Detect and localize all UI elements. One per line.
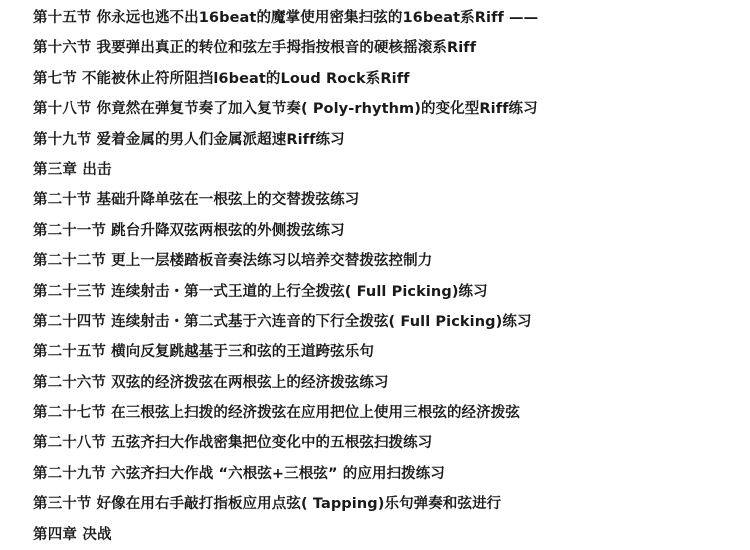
toc-section-entry: 第三十节 好像在用右手敲打指板应用点弦( Tapping)乐句弹奏和弦进行 bbox=[33, 496, 502, 513]
toc-section-entry: 第二十八节 五弦齐扫大作战密集把位变化中的五根弦扫拨练习 bbox=[33, 435, 433, 452]
toc-section-entry: 第二十节 基础升降单弦在一根弦上的交替拨弦练习 bbox=[33, 192, 360, 209]
toc-chapter-heading: 第四章 决战 bbox=[33, 526, 112, 543]
toc-chapter-heading: 第三章 出击 bbox=[33, 161, 112, 178]
toc-section-entry: 第十八节 你竟然在弹复节奏了加入复节奏( Poly-rhythm)的变化型Riff练习 bbox=[33, 101, 538, 118]
toc-section-entry: 第七节 不能被休止符所阻挡l6beat的Loud Rock系Riff bbox=[33, 70, 410, 87]
toc-section-entry: 第二十六节 双弦的经济拨弦在两根弦上的经济拨弦练习 bbox=[33, 374, 389, 391]
toc-section-entry: 第十九节 爱着金属的男人们金属派超速Riff练习 bbox=[33, 131, 345, 148]
table-of-contents bbox=[33, 3, 538, 550]
toc-section-entry: 第十五节 你永远也逃不出16beat的魔掌使用密集扫弦的16beat系Riff —— bbox=[33, 10, 539, 26]
toc-section-entry: 第二十四节 连续射击・第二式基于六连音的下行全拨弦( Full Picking)练习 bbox=[33, 313, 532, 330]
toc-section-entry: 第二十二节 更上一层楼踏板音奏法练习以培养交替拨弦控制力 bbox=[33, 253, 433, 270]
toc-section-entry: 第二十一节 跳台升降双弦两根弦的外侧拨弦练习 bbox=[33, 222, 345, 239]
toc-section-entry: 第二十七节 在三根弦上扫拨的经济拨弦在应用把位上使用三根弦的经济拨弦 bbox=[33, 405, 520, 422]
toc-section-entry: 第二十三节 连续射击・第一式王道的上行全拨弦( Full Picking)练习 bbox=[33, 283, 488, 300]
toc-section-entry: 第二十九节 六弦齐扫大作战 “六根弦+三根弦” 的应用扫拨练习 bbox=[33, 465, 445, 482]
toc-section-entry: 第十六节 我要弹出真正的转位和弦左手拇指按根音的硬核摇滚系Riff bbox=[33, 40, 477, 57]
toc-section-entry: 第二十五节 横向反复跳越基于三和弦的王道跨弦乐句 bbox=[33, 344, 374, 361]
